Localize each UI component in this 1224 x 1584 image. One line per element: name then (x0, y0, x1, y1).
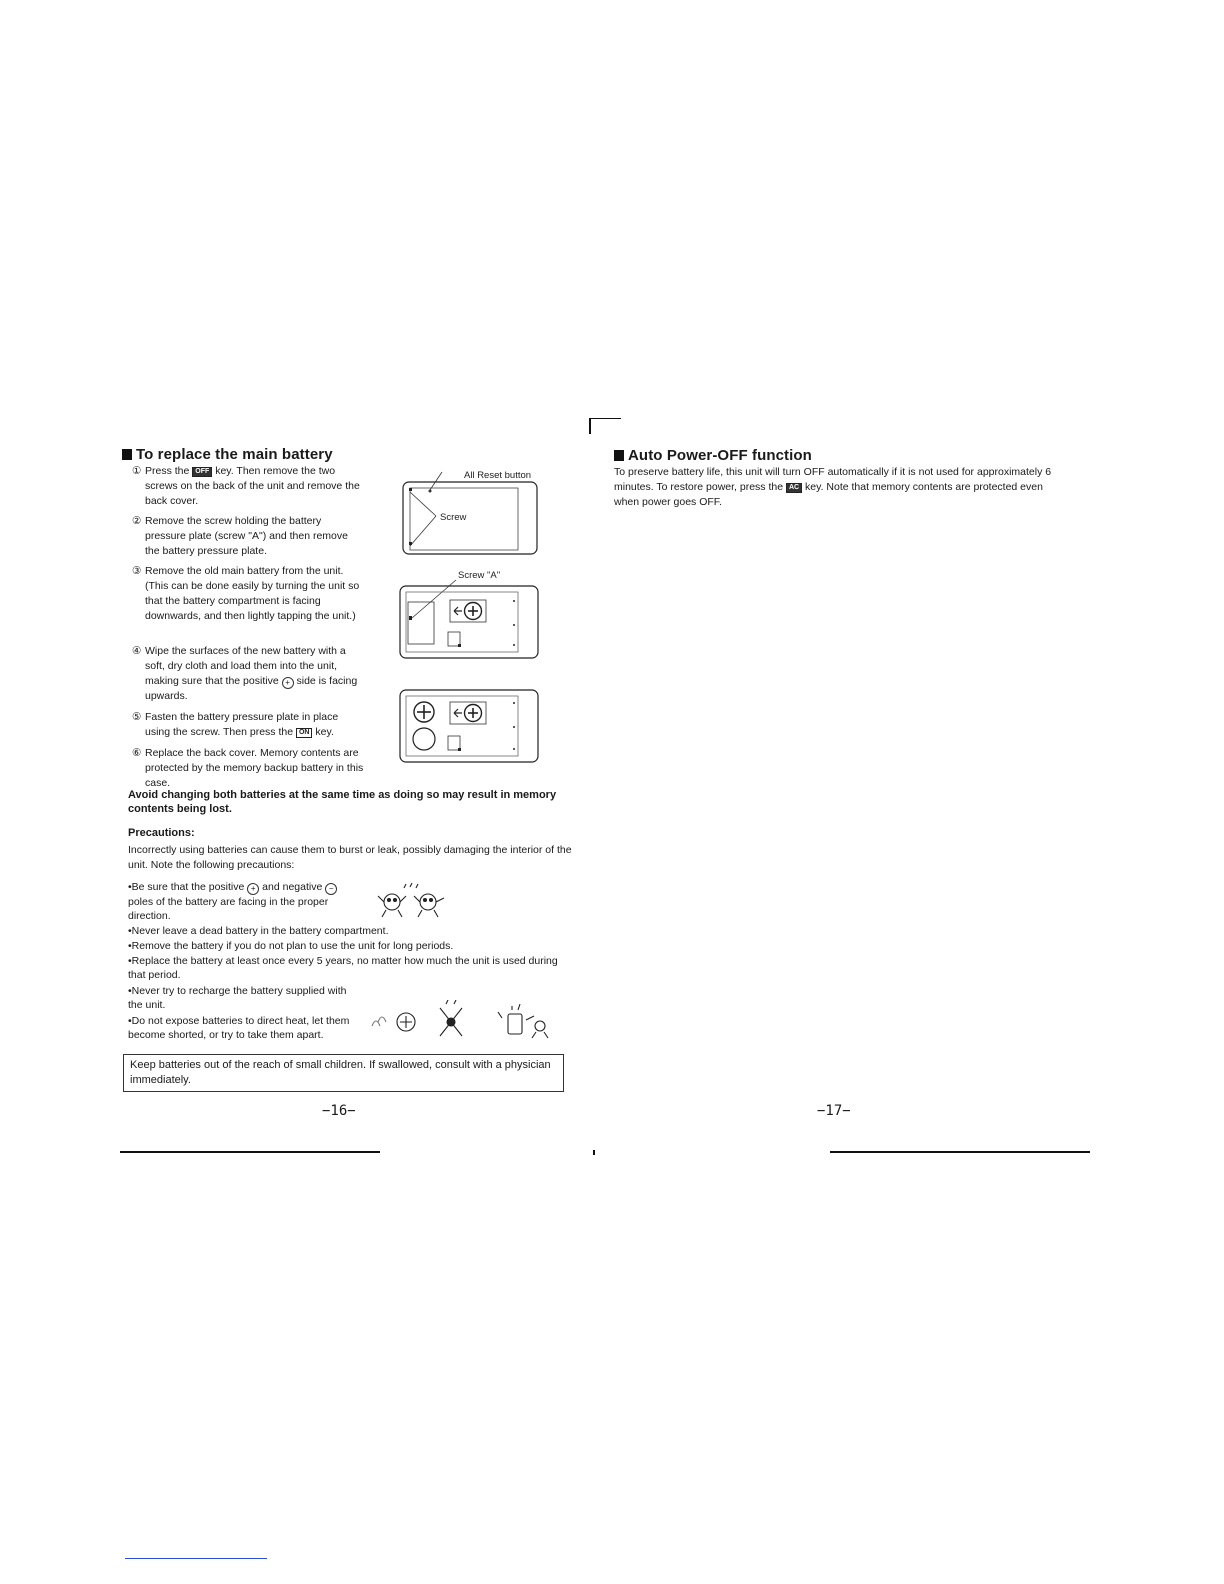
step-3 (132, 564, 364, 642)
ac-key-icon: AC (786, 483, 802, 493)
title-text: To replace the main battery (136, 446, 333, 463)
all-reset-label: All Reset button (464, 470, 532, 481)
step-6 (132, 746, 364, 794)
step-text: Remove the screw holding the battery pressure plate (screw "A") and then remove the battery pressure plate. (145, 515, 348, 557)
bullet-dead-battery: •Never leave a dead battery in the battery compartment. (128, 925, 389, 937)
bullet-no-heat: •Do not expose batteries to direct heat, let them become shorted, or try to take them apart. (128, 1015, 350, 1041)
page-number-17: −17− (817, 1103, 851, 1119)
body-text-part: To preserve battery life, this unit will turn OFF automatically if it is not used for approximately 6 minutes. To restore power, press the (614, 466, 1052, 493)
step-number: ② (132, 515, 142, 527)
step-number: ③ (132, 565, 142, 577)
step-text-part: side is facing upwards. (145, 675, 358, 702)
auto-power-off-text (614, 465, 1059, 510)
steps-list (132, 464, 364, 794)
step-1 (132, 464, 364, 512)
crop-mark-vertical (589, 418, 591, 434)
body-text-part: key. Note that memory contents are protected even when power goes OFF. (614, 481, 1043, 508)
step-text (145, 710, 364, 740)
bottom-rule-right (830, 1151, 1090, 1153)
bullet-text-part: and negative (259, 881, 326, 893)
step-text (145, 464, 364, 509)
step-text-part: Wipe the surfaces of the new battery with a soft, dry cloth and load them into the unit, making sure that the positive (145, 645, 346, 687)
battery-loaded-diagram (400, 690, 538, 762)
step-text (145, 644, 364, 704)
positive-pole-icon: + (247, 883, 259, 895)
bottom-rule-left (120, 1151, 380, 1153)
step-number: ⑤ (132, 711, 142, 723)
square-bullet-icon (122, 449, 132, 460)
precautions-heading: Precautions: (128, 827, 195, 839)
step-text-part: Press the (145, 465, 193, 477)
step-text: Remove the old main battery from the unit. (This can be done easily by turning the unit so that the battery compartment is facing downwards, and then lightly tapping the unit.) (145, 565, 360, 622)
bullet-remove-battery: •Remove the battery if you do not plan to use the unit for long periods. (128, 940, 454, 952)
screw-label: Screw (440, 512, 467, 523)
section-title-replace-battery (122, 446, 333, 463)
link-underline (125, 1558, 267, 1559)
crop-mark-bottom (593, 1150, 595, 1155)
section-title-auto-power-off (614, 447, 812, 464)
step-number: ④ (132, 645, 142, 657)
step-2 (132, 514, 364, 562)
avoid-note: Avoid changing both batteries at the same time as doing so may result in memory contents being lost. (128, 789, 557, 815)
crop-mark-horizontal (589, 418, 621, 419)
step-number: ⑥ (132, 747, 142, 759)
step-number: ① (132, 465, 142, 477)
screw-a-label: Screw "A" (458, 570, 501, 581)
bullet-text-part: poles of the battery are facing in the proper direction. (128, 896, 329, 922)
bullet-no-recharge: •Never try to recharge the battery supplied with the unit. (128, 985, 347, 1011)
square-bullet-icon (614, 450, 624, 461)
precautions-intro: Incorrectly using batteries can cause them to burst or leak, possibly damaging the interior of the unit. Note the following precautions: (128, 844, 572, 871)
wrong-polarity-cartoon-icon (374, 882, 454, 920)
step-text-part: key. Then remove the two screws on the back of the unit and remove the back cover. (145, 465, 360, 507)
back-cover-diagram (403, 470, 537, 554)
step-text: Replace the back cover. Memory contents are protected by the memory backup battery in this case. (145, 747, 364, 789)
step-4 (132, 644, 364, 708)
off-key-icon: OFF (192, 467, 212, 477)
step-text-part: key. (312, 726, 334, 738)
battery-diagrams (396, 464, 546, 774)
title-text: Auto Power-OFF function (628, 447, 812, 464)
children-warning-box: Keep batteries out of the reach of small children. If swallowed, consult with a physician immediately. (123, 1054, 564, 1092)
pressure-plate-diagram (400, 570, 538, 658)
step-5 (132, 710, 364, 744)
step-text-part: Fasten the battery pressure plate in place using the screw. Then press the (145, 711, 339, 738)
battery-hazard-cartoons-icon (366, 1000, 566, 1042)
bullet-replace-5-years: •Replace the battery at least once every 5 years, no matter how much the unit is used during that period. (128, 955, 558, 981)
bullet-polarity (128, 880, 364, 923)
negative-pole-icon: − (325, 883, 337, 895)
on-key-icon: ON (296, 728, 313, 738)
positive-pole-icon: + (282, 677, 294, 689)
page-number-16: −16− (322, 1103, 356, 1119)
bullet-text-part: •Be sure that the positive (128, 881, 248, 893)
